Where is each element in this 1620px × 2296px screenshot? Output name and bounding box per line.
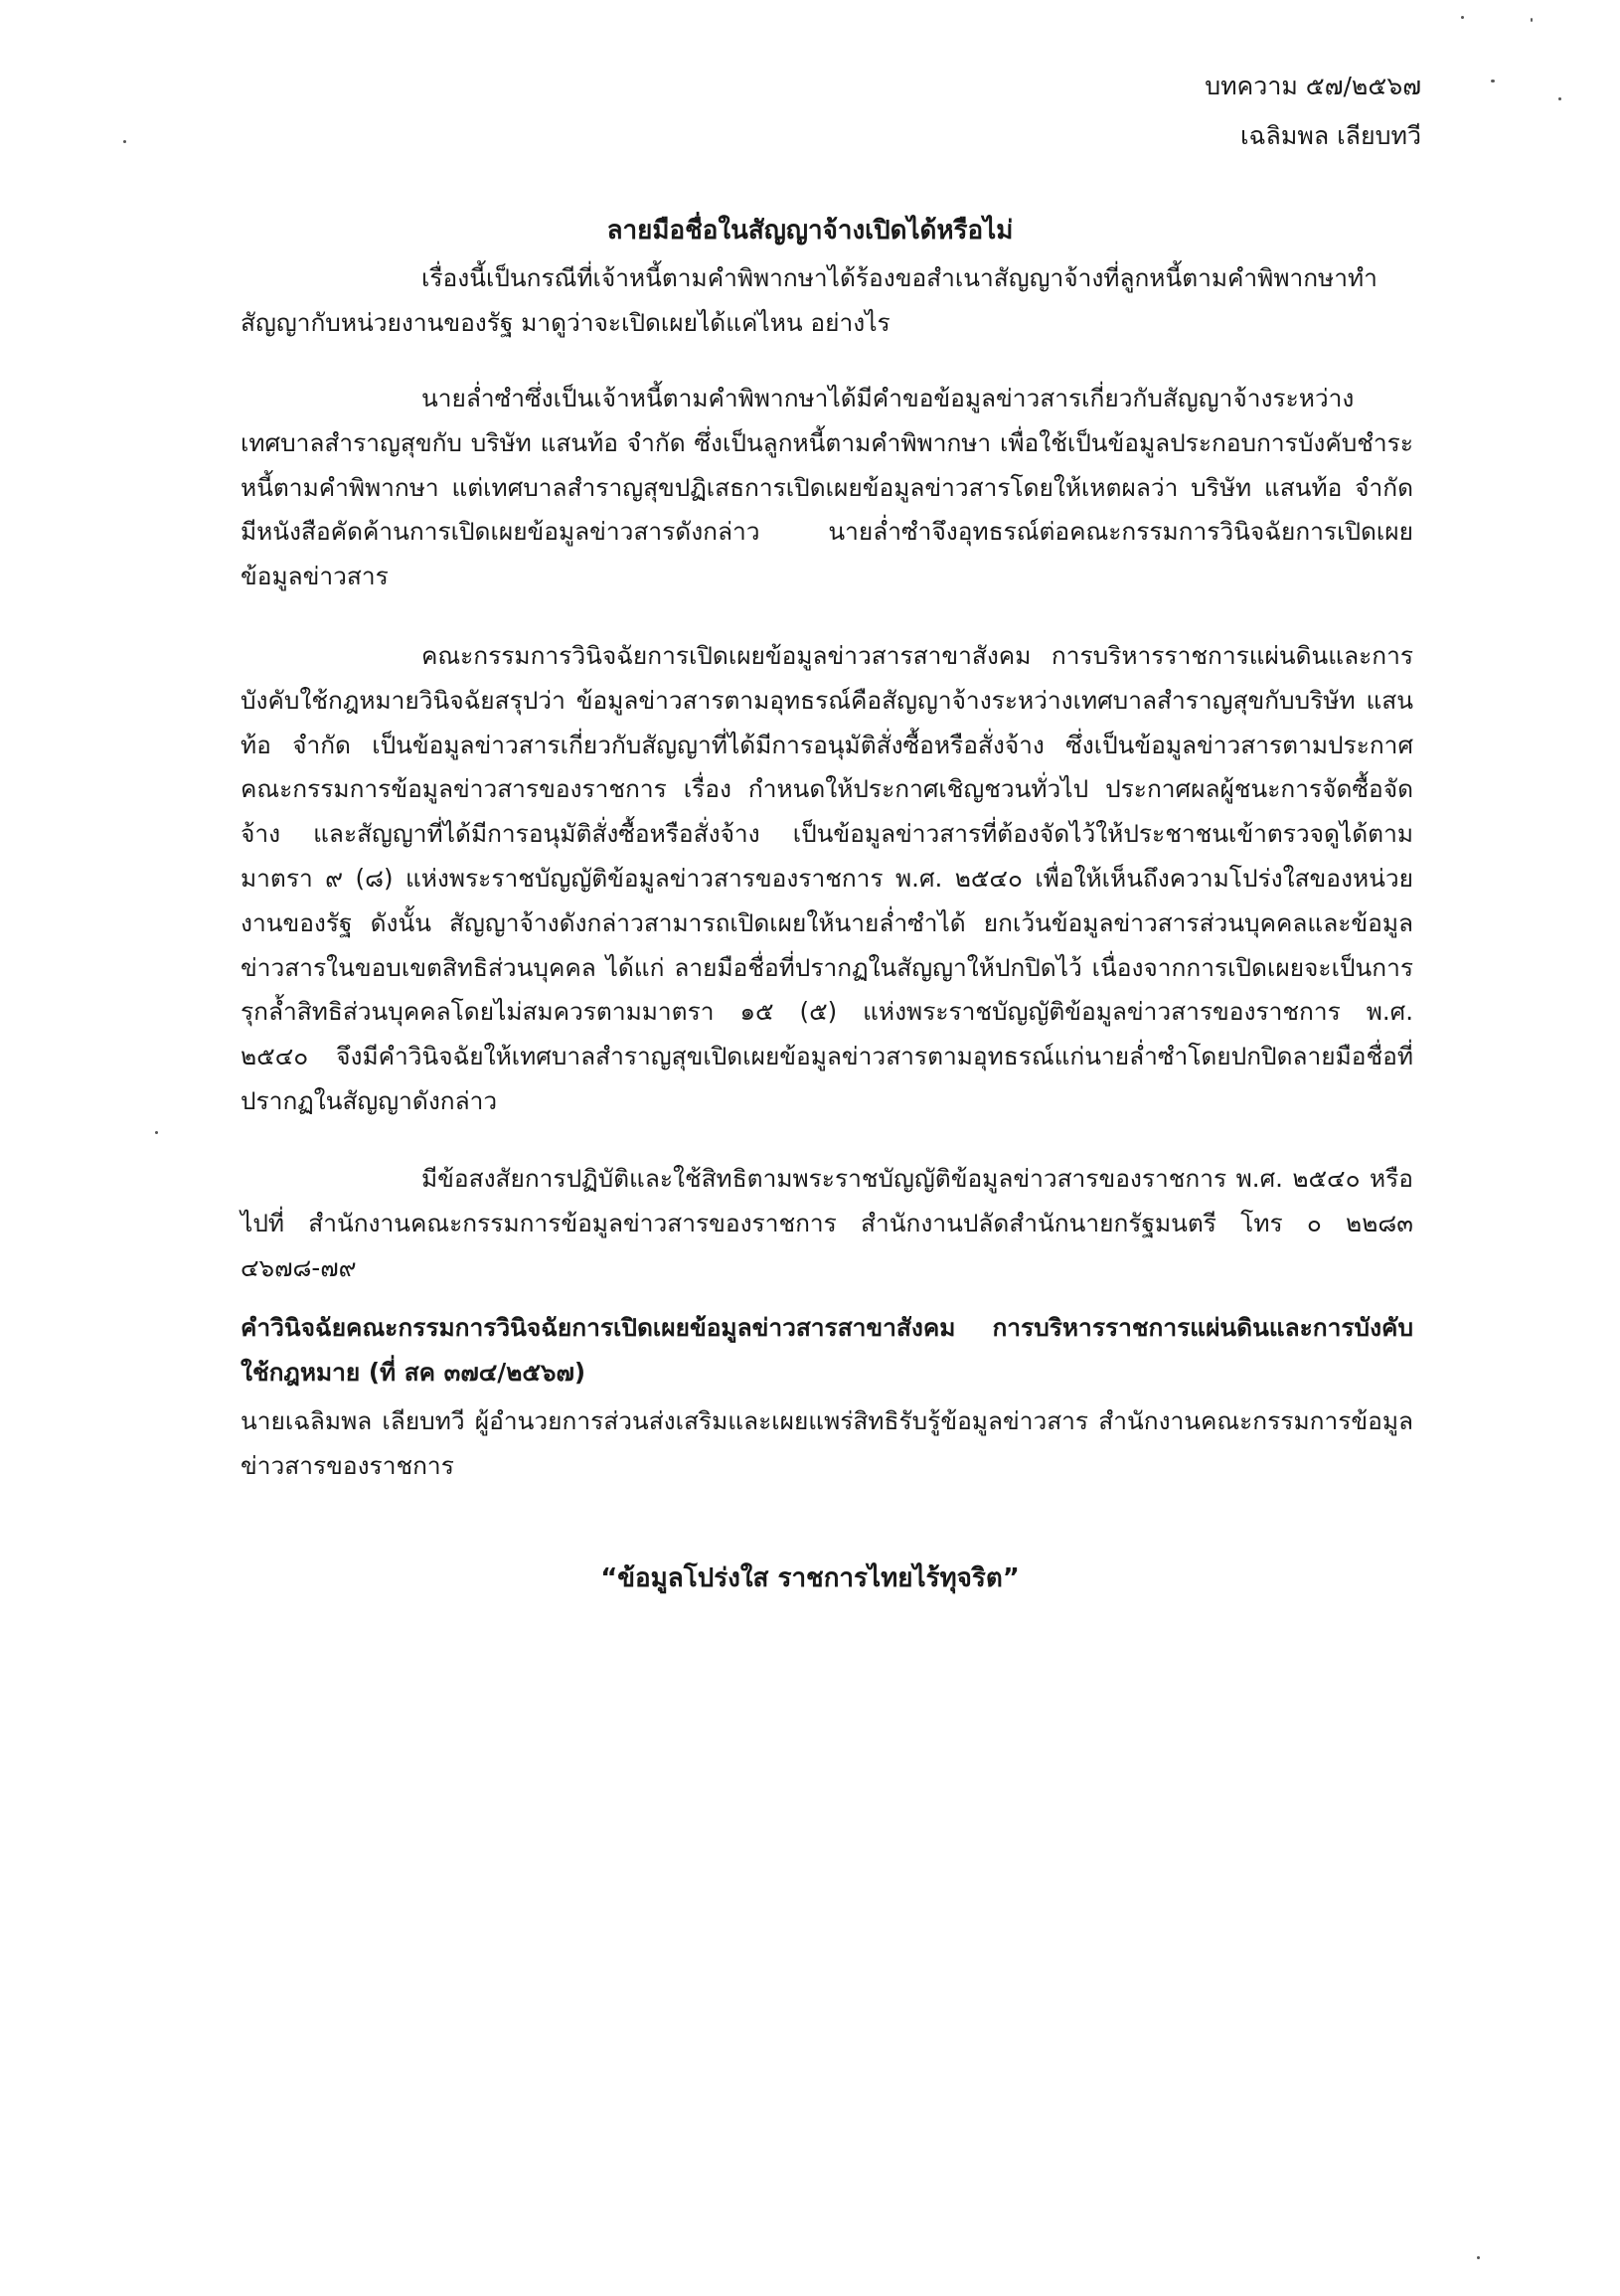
scan-speck xyxy=(1491,80,1495,82)
scan-speck xyxy=(1558,97,1561,100)
paragraph-facts: นายล่ำซำซึ่งเป็นเจ้าหนี้ตามคำพิพากษาได้มีคำขอข้อมูลข่าวสารเกี่ยวกับสัญญาจ้างระหว่างเทศบาลสำราญสุขกับ บริษัท แสนท้อ จำกัด ซึ่งเป็นลูกหนี้ตามคำพิพากษา เพื่อใช้เป็นข้อมูลประกอบการบังคับชำระหนี้ตามคำพิพากษา แต่เทศบาลสำราญสุขปฏิเสธการเปิดเผยข้อมูลข่าวสารโดยให้เหตผลว่า บริษัท แสนท้อ จำกัด มีหนังสือคัดค้านการเปิดเผยข้อมูลข่าวสารดังกล่าว นายล่ำซำจึงอุทธรณ์ต่อคณะกรรมการวินิจฉัยการเปิดเผยข้อมูลข่าวสาร xyxy=(241,384,1413,591)
article-number: บทความ ๕๗/๒๕๖๗ xyxy=(1205,72,1421,100)
paragraph-intro: เรื่องนี้เป็นกรณีที่เจ้าหนี้ตามคำพิพากษาได้ร้องขอสำเนาสัญญาจ้างที่ลูกหนี้ตามคำพิพากษาทำสัญญากับหน่วยงานของรัฐ มาดูว่าจะเปิดเผยได้แค่ไหน อย่างไร xyxy=(241,263,1377,337)
paragraph-reference: คำวินิจฉัยคณะกรรมการวินิจฉัยการเปิดเผยข้อมูลข่าวสารสาขาสังคม การบริหารราชการแผ่นดินและการบังคับใช้กฎหมาย (ที่ สค ๓๗๔/๒๕๖๗) xyxy=(241,1313,1413,1387)
paragraph-contact: มีข้อสงสัยการปฏิบัติและใช้สิทธิตามพระราชบัญญัติข้อมูลข่าวสารของราชการ พ.ศ. ๒๕๔๐ หรือไปที่ สำนักงานคณะกรรมการข้อมูลข่าวสารของราชการ สำนักงานปลัดสำนักนายกรัฐมนตรี โทร ๐ ๒๒๘๓ ๔๖๗๘-๗๙ xyxy=(241,1164,1413,1282)
scan-speck xyxy=(1531,18,1533,22)
scan-speck xyxy=(123,140,126,143)
paragraph-decision: คณะกรรมการวินิจฉัยการเปิดเผยข้อมูลข่าวสารสาขาสังคม การบริหารราชการแผ่นดินและการบังคับใช้กฎหมายวินิจฉัยสรุปว่า ข้อมูลข่าวสารตามอุทธรณ์คือสัญญาจ้างระหว่างเทศบาลสำราญสุขกับบริษัท แสนท้อ จำกัด เป็นข้อมูลข่าวสารเกี่ยวกับสัญญาที่ได้มีการอนุมัติสั่งซื้อหรือสั่งจ้าง ซึ่งเป็นข้อมูลข่าวสารตามประกาศคณะกรรมการข้อมูลข่าวสารของราชการ เรื่อง กำหนดให้ประกาศเชิญชวนทั่วไป ประกาศผลผู้ชนะการจัดซื้อจัดจ้าง และสัญญาที่ได้มีการอนุมัติสั่งซื้อหรือสั่งจ้าง เป็นข้อมูลข่าวสารที่ต้องจัดไว้ให้ประชาชนเข้าตรวจดูได้ตามมาตรา ๙ (๘) แห่งพระราชบัญญัติข้อมูลข่าวสารของราชการ พ.ศ. ๒๕๔๐ เพื่อให้เห็นถึงความโปร่งใสของหน่วยงานของรัฐ ดังนั้น สัญญาจ้างดังกล่าวสามารถเปิดเผยให้นายล่ำซำได้ ยกเว้นข้อมูลข่าวสารส่วนบุคคลและข้อมูลข่าวสารในขอบเขตสิทธิส่วนบุคคล ได้แก่ ลายมือชื่อที่ปรากฏในสัญญาให้ปกปิดไว้ เนื่องจากการเปิดเผยจะเป็นการรุกล้ำสิทธิส่วนบุคคลโดยไม่สมควรตามมาตรา ๑๕ (๕) แห่งพระราชบัญญัติข้อมูลข่าวสารของราชการ พ.ศ. ๒๕๔๐ จึงมีคำวินิจฉัยให้เทศบาลสำราญสุขเปิดเผยข้อมูลข่าวสารตามอุทธรณ์แก่นายล่ำซำโดยปกปิดลายมือชื่อที่ปรากฏในสัญญาดังกล่าว xyxy=(241,641,1413,1115)
scan-speck xyxy=(1461,16,1464,19)
scan-speck xyxy=(155,1131,158,1134)
scan-speck xyxy=(1477,2256,1480,2259)
author-name: เฉลิมพล เลียบทวี xyxy=(1239,121,1421,150)
page-title: ลายมือชื่อในสัญญาจ้างเปิดได้หรือไม่ xyxy=(606,216,1014,246)
slogan: “ข้อมูลโปร่งใส ราชการไทยไร้ทุจริต” xyxy=(600,1563,1020,1593)
paragraph-byline: นายเฉลิมพล เลียบทวี ผู้อำนวยการส่วนส่งเสริมและเผยแพร่สิทธิรับรู้ข้อมูลข่าวสาร สำนักงานคณะกรรมการข้อมูลข่าวสารของราชการ xyxy=(241,1406,1413,1480)
header-block xyxy=(1205,62,1421,161)
